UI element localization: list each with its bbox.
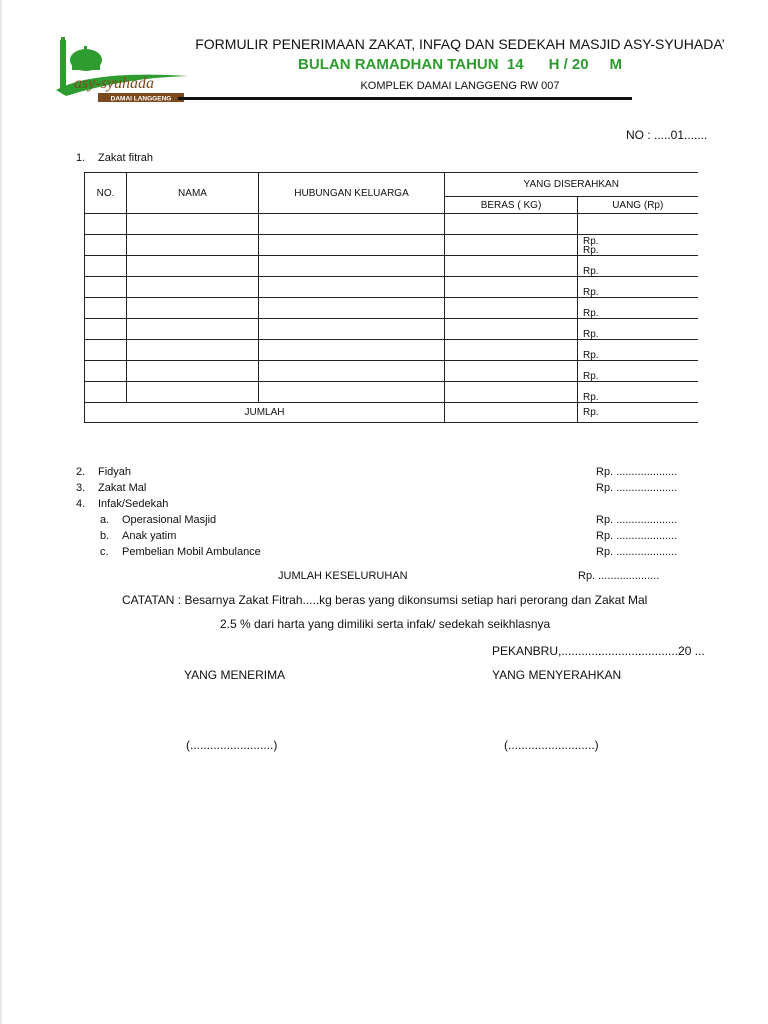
header-hubungan: HUBUNGAN KELUARGA bbox=[259, 173, 445, 214]
row-no-cell[interactable] bbox=[85, 361, 127, 382]
row-nama-cell[interactable] bbox=[127, 214, 259, 235]
form-address: KOMPLEK DAMAI LANGGENG RW 007 bbox=[360, 80, 560, 92]
item-number: 4. bbox=[76, 498, 86, 510]
row-uang-cell[interactable]: Rp. bbox=[578, 256, 698, 277]
item-number: 2. bbox=[76, 466, 86, 478]
section-label: Zakat fitrah bbox=[98, 152, 154, 164]
row-beras-cell[interactable] bbox=[445, 214, 578, 235]
row-beras-cell[interactable] bbox=[445, 298, 578, 319]
row-beras-cell[interactable] bbox=[445, 361, 578, 382]
header-no: NO. bbox=[85, 173, 127, 214]
row-nama-cell[interactable] bbox=[127, 361, 259, 382]
table-row bbox=[85, 382, 698, 403]
row-uang-cell[interactable]: Rp. bbox=[578, 382, 698, 403]
row-no-cell[interactable] bbox=[85, 340, 127, 361]
list-item bbox=[76, 514, 676, 528]
row-hubungan-cell[interactable] bbox=[259, 361, 445, 382]
operasional-amount[interactable]: Rp. .................... bbox=[596, 514, 678, 526]
row-hubungan-cell[interactable] bbox=[259, 235, 445, 256]
item-label: Zakat Mal bbox=[98, 482, 147, 494]
table-row bbox=[85, 256, 698, 277]
place-date[interactable]: PEKANBRU,...................................20 ... bbox=[492, 644, 705, 658]
header-rule bbox=[178, 97, 632, 100]
giver-signature-blank[interactable]: (..........................) bbox=[504, 738, 599, 752]
subitem-label: Pembelian Mobil Ambulance bbox=[122, 546, 261, 558]
form-title: FORMULIR PENERIMAAN ZAKAT, INFAQ DAN SEDEKAH MASJID ASY-SYUHADA’ bbox=[195, 36, 725, 52]
zakat-mal-amount[interactable]: Rp. .................... bbox=[596, 482, 678, 494]
row-hubungan-cell[interactable] bbox=[259, 340, 445, 361]
form-subtitle: BULAN RAMADHAN TAHUN 14 H / 20 M bbox=[298, 56, 622, 73]
row-hubungan-cell[interactable] bbox=[259, 319, 445, 340]
row-nama-cell[interactable] bbox=[127, 340, 259, 361]
row-uang-cell[interactable]: Rp. bbox=[578, 319, 698, 340]
row-uang-cell[interactable]: Rp. bbox=[578, 361, 698, 382]
row-no-cell[interactable] bbox=[85, 235, 127, 256]
masjid-logo bbox=[52, 36, 192, 108]
grand-total-amount[interactable]: Rp. .................... bbox=[578, 570, 660, 582]
row-uang-cell[interactable]: Rp. bbox=[578, 298, 698, 319]
row-beras-cell[interactable] bbox=[445, 340, 578, 361]
row-nama-cell[interactable] bbox=[127, 319, 259, 340]
header-nama: NAMA bbox=[127, 173, 259, 214]
list-item bbox=[76, 498, 676, 512]
table-row bbox=[85, 277, 698, 298]
row-hubungan-cell[interactable] bbox=[259, 256, 445, 277]
header-beras: BERAS ( KG) bbox=[445, 197, 578, 214]
subitem-letter: c. bbox=[100, 546, 109, 558]
row-nama-cell[interactable] bbox=[127, 298, 259, 319]
row-no-cell[interactable] bbox=[85, 277, 127, 298]
table-row bbox=[85, 298, 698, 319]
total-beras-cell[interactable] bbox=[445, 403, 578, 423]
document-number: NO : .....01....... bbox=[626, 128, 708, 142]
row-hubungan-cell[interactable] bbox=[259, 277, 445, 298]
row-uang-cell[interactable]: Rp. bbox=[578, 277, 698, 298]
list-item bbox=[76, 482, 676, 496]
row-no-cell[interactable] bbox=[85, 382, 127, 403]
row-beras-cell[interactable] bbox=[445, 319, 578, 340]
row-nama-cell[interactable] bbox=[127, 382, 259, 403]
section-number: 1. bbox=[76, 152, 86, 164]
list-item bbox=[76, 530, 676, 544]
subitem-letter: b. bbox=[100, 530, 110, 542]
list-item bbox=[76, 466, 676, 480]
list-item bbox=[76, 546, 676, 560]
row-nama-cell[interactable] bbox=[127, 256, 259, 277]
table-row bbox=[85, 319, 698, 340]
receiver-signature-blank[interactable]: (.........................) bbox=[186, 738, 278, 752]
row-no-cell[interactable] bbox=[85, 319, 127, 340]
subitem-letter: a. bbox=[100, 514, 110, 526]
zakat-fitrah-table bbox=[84, 172, 698, 423]
svg-text:DAMAI LANGGENG: DAMAI LANGGENG bbox=[110, 95, 172, 103]
row-no-cell[interactable] bbox=[85, 214, 127, 235]
row-uang-cell[interactable]: Rp. Rp. bbox=[578, 235, 698, 256]
row-beras-cell[interactable] bbox=[445, 256, 578, 277]
row-hubungan-cell[interactable] bbox=[259, 298, 445, 319]
row-uang-cell[interactable]: Rp. bbox=[578, 340, 698, 361]
subitem-label: Anak yatim bbox=[122, 530, 177, 542]
row-nama-cell[interactable] bbox=[127, 235, 259, 256]
note-line-2: 2.5 % dari harta yang dimiliki serta infak/ sedekah seikhlasnya bbox=[220, 617, 551, 631]
total-label: JUMLAH bbox=[85, 403, 445, 423]
header-uang: UANG (Rp) bbox=[578, 197, 698, 214]
row-beras-cell[interactable] bbox=[445, 235, 578, 256]
note-line-1: CATATAN : Besarnya Zakat Fitrah.....kg beras yang dikonsumsi setiap hari perorang dan Zakat Mal bbox=[122, 593, 648, 607]
item-label: Fidyah bbox=[98, 466, 132, 478]
row-hubungan-cell[interactable] bbox=[259, 214, 445, 235]
table-row bbox=[85, 340, 698, 361]
page-left-edge bbox=[0, 0, 2, 1024]
row-no-cell[interactable] bbox=[85, 298, 127, 319]
section-zakat-fitrah bbox=[76, 152, 153, 164]
row-beras-cell[interactable] bbox=[445, 277, 578, 298]
header-diserahkan: YANG DISERAHKAN bbox=[445, 173, 698, 197]
receiver-label: YANG MENERIMA bbox=[184, 668, 286, 682]
anak-yatim-amount[interactable]: Rp. .................... bbox=[596, 530, 678, 542]
row-no-cell[interactable] bbox=[85, 256, 127, 277]
fidyah-amount[interactable]: Rp. .................... bbox=[596, 466, 678, 478]
total-rp: Rp. bbox=[578, 403, 698, 423]
item-number: 3. bbox=[76, 482, 86, 494]
table-row bbox=[85, 214, 698, 235]
table-row bbox=[85, 361, 698, 382]
subitem-label: Operasional Masjid bbox=[122, 514, 217, 526]
row-nama-cell[interactable] bbox=[127, 277, 259, 298]
grand-total-label: JUMLAH KESELURUHAN bbox=[278, 570, 408, 582]
table-row bbox=[85, 235, 698, 256]
row-hubungan-cell[interactable] bbox=[259, 382, 445, 403]
giver-label: YANG MENYERAHKAN bbox=[492, 668, 622, 682]
item-label: Infak/Sedekah bbox=[98, 498, 169, 510]
row-beras-cell[interactable] bbox=[445, 382, 578, 403]
ambulance-amount[interactable]: Rp. .................... bbox=[596, 546, 678, 558]
row-uang-cell[interactable] bbox=[578, 214, 698, 235]
svg-text:asy-syuhada: asy-syuhada bbox=[74, 75, 154, 92]
